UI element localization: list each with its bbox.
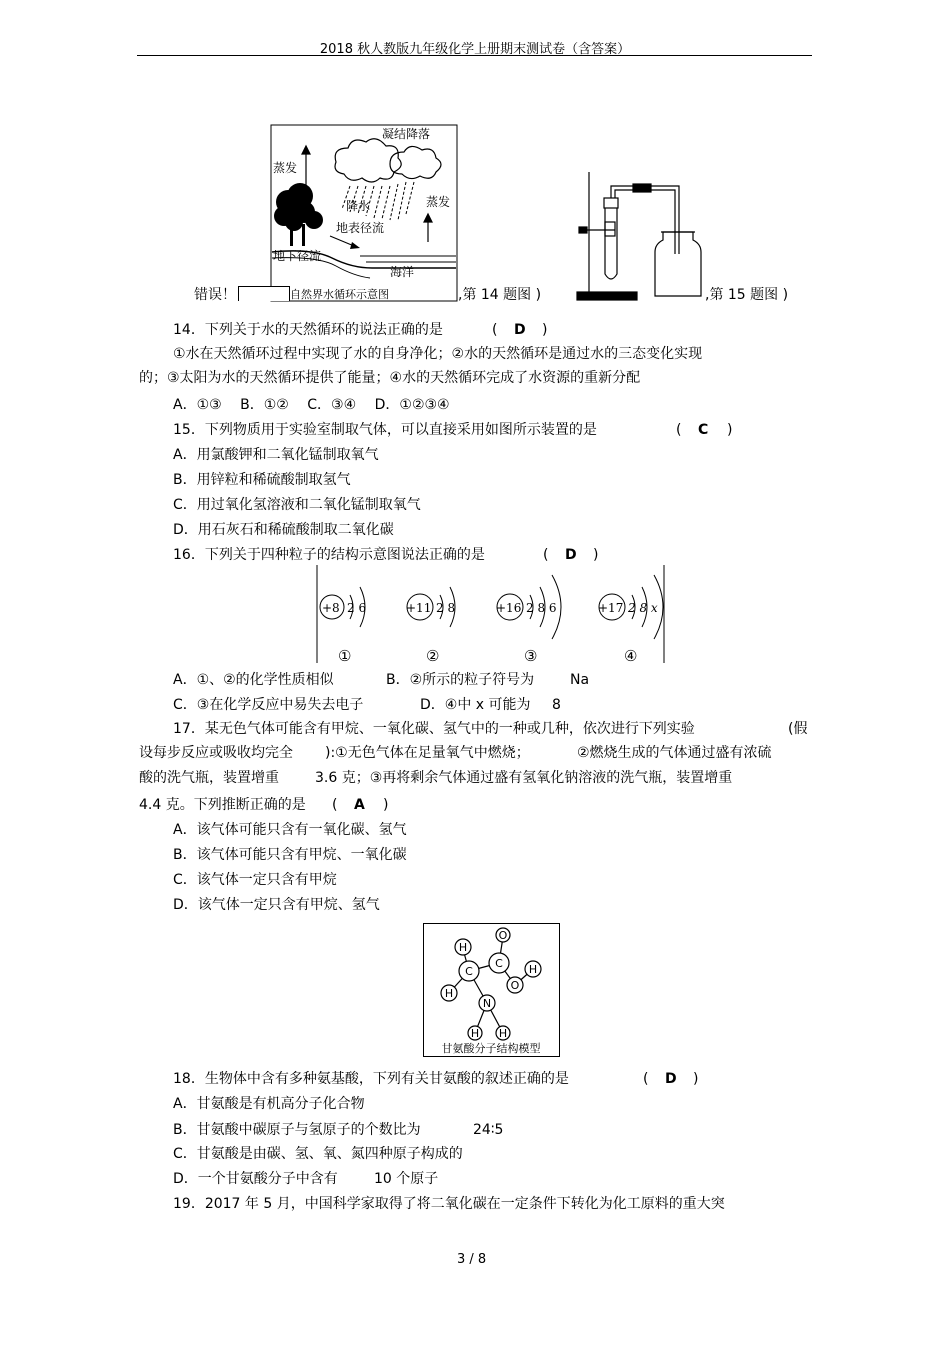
q17-answer-close: ) — [383, 797, 389, 813]
error-text: 错误！ — [194, 287, 236, 303]
q18-option-a: A．甘氨酸是有机高分子化合物 — [173, 1096, 365, 1112]
q18-option-d: D．一个甘氨酸分子中含有 — [173, 1171, 338, 1187]
q18-option-b-value: 24∶5 — [473, 1122, 504, 1138]
condense-label: 凝结降落 — [382, 127, 431, 141]
page-header: 2018 秋人教版九年级化学上册期末测试卷（含答案） — [319, 42, 631, 57]
q17-line1-end: (假 — [788, 721, 808, 737]
q17-line1: 17．某无色气体可能含有甲烷、一氧化碳、氢气中的一种或几种，依次进行下列实验 — [173, 721, 695, 737]
fig14-ref: ,第 14 题图 ) — [458, 287, 542, 303]
header-rule — [137, 55, 812, 56]
glycine-h5: H — [498, 1027, 508, 1040]
atom4-nucleus: +17 — [598, 601, 624, 615]
atom2-label: ② — [426, 647, 440, 665]
q16-answer-close: ) — [593, 547, 599, 563]
atom1-nucleus: +8 — [322, 601, 340, 615]
q15-answer-close: ) — [727, 422, 733, 438]
q15-option-a: A．用氯酸钾和二氧化锰制取氧气 — [173, 447, 379, 463]
atom4-shells: 2 8 x — [628, 601, 658, 615]
atom-structures-figure — [316, 565, 666, 665]
q16-option-b: B．②所示的粒子符号为 — [386, 672, 535, 688]
q16-option-d: D．④中 x 可能为 — [420, 697, 531, 713]
glycine-h1: H — [458, 941, 468, 954]
q18-answer-open: ( — [643, 1071, 649, 1087]
q15-option-c: C．用过氧化氢溶液和二氧化锰制取氧气 — [173, 497, 421, 513]
glycine-c1: C — [465, 965, 473, 978]
water-cycle-figure — [270, 124, 458, 302]
q17-line2b: ):①无色气体在足量氧气中燃烧； — [325, 745, 530, 761]
q18-stem: 18．生物体中含有多种氨基酸，下列有关甘氨酸的叙述正确的是 — [173, 1071, 569, 1087]
page-number: 3 / 8 — [457, 1252, 487, 1267]
q17-option-b: B．该气体可能只含有甲烷、一氧化碳 — [173, 847, 407, 863]
atom3-nucleus: +16 — [496, 601, 522, 615]
evaporate-right-label: 蒸发 — [426, 195, 451, 209]
q14-answer: D — [514, 322, 526, 338]
q17-line3b: 3.6 克；③再将剩余气体通过盛有氢氧化钠溶液的洗气瓶，装置增重 — [315, 770, 733, 786]
q16-answer-open: ( — [543, 547, 549, 563]
glycine-h3: H — [444, 987, 454, 1000]
atom4-label: ④ — [624, 647, 638, 665]
q19-line1: 19．2017 年 5 月，中国科学家取得了将二氧化碳在一定条件下转化为化工原料的重大突 — [173, 1196, 725, 1212]
q18-answer-close: ) — [693, 1071, 699, 1087]
glycine-n: N — [482, 997, 492, 1010]
atom1-label: ① — [338, 647, 352, 665]
glycine-c2: C — [495, 957, 503, 970]
q17-answer-open: ( — [332, 797, 338, 813]
q17-line3a: 酸的洗气瓶，装置增重 — [139, 770, 279, 786]
q14-line3: 的；③太阳为水的天然循环提供了能量；④水的天然循环完成了水资源的重新分配 — [139, 370, 641, 386]
glycine-h4: H — [470, 1027, 480, 1040]
rain-label: 降水 — [346, 199, 371, 213]
q17-option-a: A．该气体可能只含有一氧化碳、氢气 — [173, 822, 407, 838]
q16-stem: 16．下列关于四种粒子的结构示意图说法正确的是 — [173, 547, 485, 563]
q18-option-d-value: 10 个原子 — [374, 1171, 439, 1187]
water-cycle-caption: 自然界水循环示意图 — [290, 288, 389, 301]
q15-stem: 15．下列物质用于实验室制取气体，可以直接采用如图所示装置的是 — [173, 422, 597, 438]
glycine-o2: O — [510, 979, 520, 992]
glycine-h2: H — [528, 963, 538, 976]
atom2-shells: 2 8 — [436, 601, 456, 615]
glycine-o1: O — [498, 929, 508, 942]
underground-runoff-label: 地下径流 — [273, 249, 322, 263]
q18-option-c: C．甘氨酸是由碳、氢、氧、氮四种原子构成的 — [173, 1146, 463, 1162]
q16-answer: D — [565, 547, 577, 563]
q15-answer: C — [698, 422, 709, 438]
q14-options: A．①③ B．①② C．③④ D．①②③④ — [173, 397, 450, 413]
water-cycle-caption-box — [238, 286, 290, 301]
fig15-ref: ,第 15 题图 ) — [705, 287, 789, 303]
q14-stem: 14．下列关于水的天然循环的说法正确的是 — [173, 322, 443, 338]
glycine-caption: 甘氨酸分子结构模型 — [441, 1042, 541, 1055]
q16-option-d-value: 8 — [552, 697, 561, 713]
q15-option-d: D．用石灰石和稀硫酸制取二氧化碳 — [173, 522, 394, 538]
q17-line2a: 设每步反应或吸收均完全 — [139, 745, 293, 761]
q15-option-b: B．用锌粒和稀硫酸制取氢气 — [173, 472, 351, 488]
atom3-shells: 2 8 6 — [526, 601, 557, 615]
atom3-label: ③ — [524, 647, 538, 665]
glycine-model-figure — [423, 923, 560, 1057]
atom1-shells: 2 6 — [347, 601, 367, 615]
q14-line2: ①水在天然循环过程中实现了水的自身净化；②水的天然循环是通过水的三态变化实现 — [173, 346, 703, 362]
q18-answer: D — [665, 1071, 677, 1087]
q16-option-c: C．③在化学反应中易失去电子 — [173, 697, 364, 713]
q17-answer: A — [354, 797, 365, 813]
ocean-label: 海洋 — [390, 265, 415, 279]
q16-option-b-value: Na — [570, 672, 590, 688]
q15-answer-open: ( — [676, 422, 682, 438]
evaporate-left-label: 蒸发 — [273, 161, 298, 175]
q18-option-b: B．甘氨酸中碳原子与氢原子的个数比为 — [173, 1122, 421, 1138]
q17-option-d: D．该气体一定只含有甲烷、氢气 — [173, 897, 380, 913]
surface-runoff-label: 地表径流 — [336, 221, 385, 235]
q16-option-a: A．①、②的化学性质相似 — [173, 672, 334, 688]
atom2-nucleus: +11 — [406, 601, 432, 615]
apparatus-figure — [575, 170, 705, 302]
q14-answer-close: ) — [542, 322, 548, 338]
q17-line2c: ②燃烧生成的气体通过盛有浓硫 — [577, 745, 772, 761]
q17-option-c: C．该气体一定只含有甲烷 — [173, 872, 337, 888]
q17-line4: 4.4 克。下列推断正确的是 — [139, 797, 306, 813]
q14-answer-open: ( — [492, 322, 498, 338]
